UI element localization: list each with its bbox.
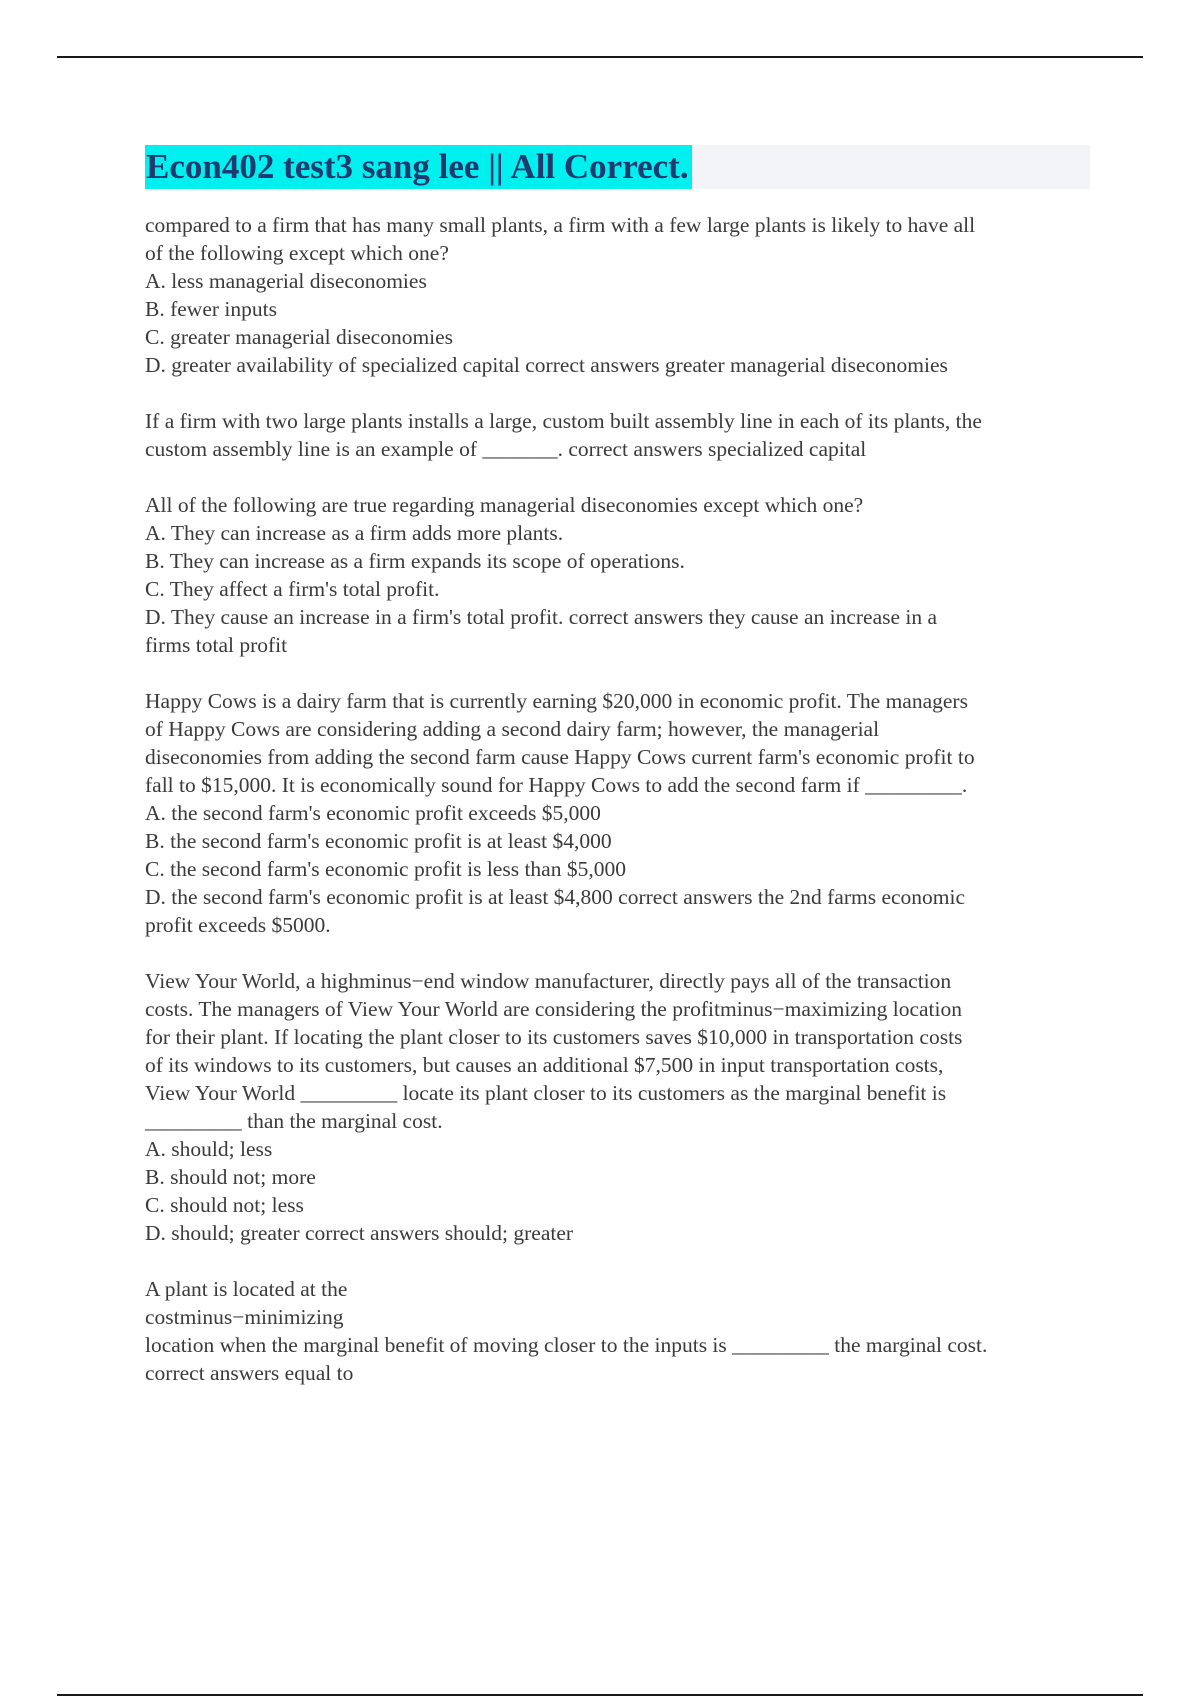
- option-b: B. should not; more: [145, 1165, 316, 1189]
- question-line: View Your World, a highminus−end window manufacturer, directly pays all of the transaction: [145, 969, 952, 993]
- question-5: [145, 967, 1090, 1247]
- question-line: costs. The managers of View Your World are considering the profitminus−maximizing location: [145, 997, 962, 1021]
- question-2: [145, 407, 1090, 463]
- question-line: of its windows to its customers, but causes an additional $7,500 in input transportation costs,: [145, 1053, 944, 1077]
- document-title: Econ402 test3 sang lee || All Correct.: [145, 145, 692, 189]
- option-c: C. They affect a firm's total profit.: [145, 577, 440, 601]
- question-line: All of the following are true regarding managerial diseconomies except which one?: [145, 493, 864, 517]
- top-rule: [57, 56, 1143, 58]
- option-a: A. the second farm's economic profit exceeds $5,000: [145, 801, 601, 825]
- bottom-rule: [57, 1694, 1143, 1696]
- option-b: B. They can increase as a firm expands its scope of operations.: [145, 549, 685, 573]
- answer-line: firms total profit: [145, 633, 288, 657]
- option-c: C. the second farm's economic profit is less than $5,000: [145, 857, 626, 881]
- question-line: of Happy Cows are considering adding a second dairy farm; however, the managerial: [145, 717, 880, 741]
- option-a: A. They can increase as a firm adds more plants.: [145, 521, 564, 545]
- question-4: [145, 687, 1090, 939]
- question-line: _________ than the marginal cost.: [145, 1109, 443, 1133]
- question-line: fall to $15,000. It is economically sound for Happy Cows to add the second farm if _________.: [145, 773, 968, 797]
- option-c: C. greater managerial diseconomies: [145, 325, 454, 349]
- question-line: If a firm with two large plants installs a large, custom built assembly line in each of its plants, the: [145, 409, 982, 433]
- question-line-answer: custom assembly line is an example of _______. correct answers specialized capital: [145, 437, 867, 461]
- option-b: B. the second farm's economic profit is at least $4,000: [145, 829, 612, 853]
- question-line: compared to a firm that has many small plants, a firm with a few large plants is likely to have all: [145, 213, 976, 237]
- option-d-answer: D. should; greater correct answers should; greater: [145, 1221, 574, 1245]
- option-c: C. should not; less: [145, 1193, 304, 1217]
- question-line: Happy Cows is a dairy farm that is currently earning $20,000 in economic profit. The managers: [145, 689, 968, 713]
- option-a: A. less managerial diseconomies: [145, 269, 427, 293]
- question-line: of the following except which one?: [145, 241, 449, 265]
- answer-line: profit exceeds $5000.: [145, 913, 331, 937]
- option-d-answer: D. the second farm's economic profit is at least $4,800 correct answers the 2nd farms economic: [145, 885, 966, 909]
- question-line: View Your World _________ locate its plant closer to its customers as the marginal benefit is: [145, 1081, 947, 1105]
- question-line: costminus−minimizing: [145, 1305, 344, 1329]
- option-b: B. fewer inputs: [145, 297, 277, 321]
- option-a: A. should; less: [145, 1137, 273, 1161]
- question-6: [145, 1275, 1090, 1387]
- option-d-answer: D. They cause an increase in a firm's total profit. correct answers they cause an increase in a: [145, 605, 938, 629]
- question-1: [145, 211, 1090, 379]
- question-line: diseconomies from adding the second farm cause Happy Cows current farm's economic profit to: [145, 745, 975, 769]
- document-body: [145, 145, 1090, 1415]
- question-line: for their plant. If locating the plant closer to its customers saves $10,000 in transportation costs: [145, 1025, 963, 1049]
- answer-line: correct answers equal to: [145, 1361, 354, 1385]
- question-line: location when the marginal benefit of moving closer to the inputs is _________ the marginal cost.: [145, 1333, 988, 1357]
- option-d-answer: D. greater availability of specialized capital correct answers greater managerial diseconomies: [145, 353, 948, 377]
- title-bar: [145, 145, 1090, 189]
- question-3: [145, 491, 1090, 659]
- question-line: A plant is located at the: [145, 1277, 348, 1301]
